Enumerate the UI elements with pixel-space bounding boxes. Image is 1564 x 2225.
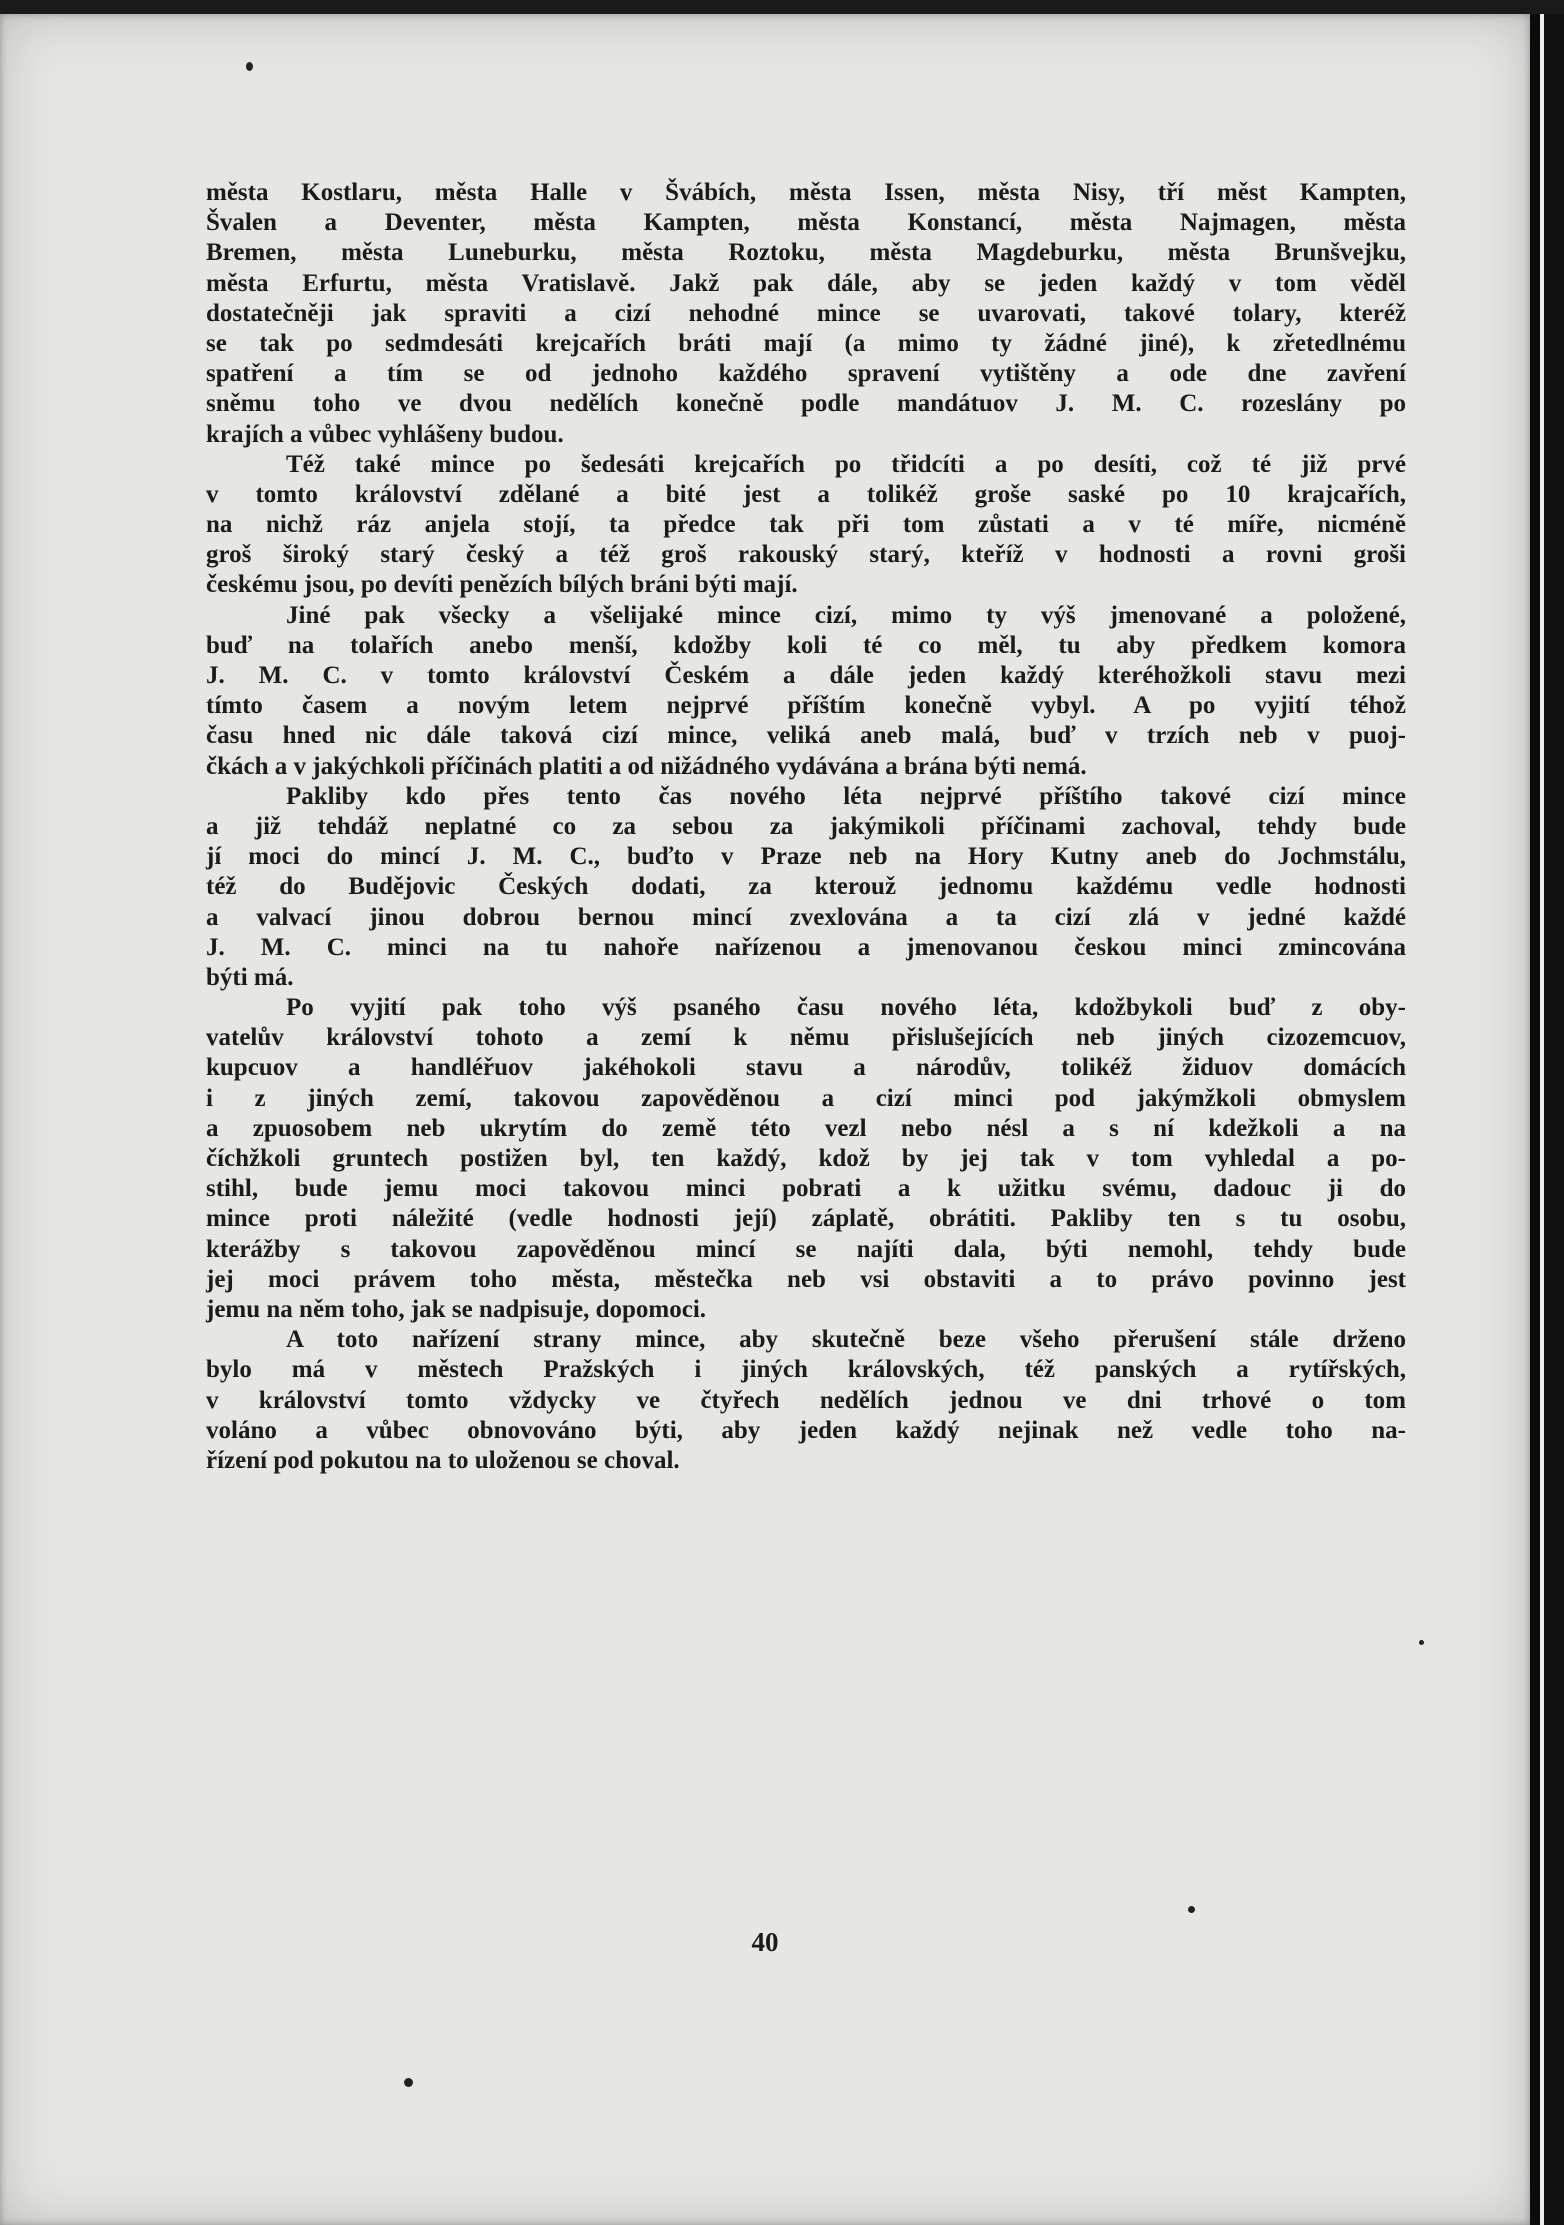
text-line: voláno a vůbec obnovováno býti, aby jeden každý nejinak než vedle toho na- — [206, 1416, 1406, 1444]
paragraph — [206, 450, 1406, 601]
text-line: a již tehdáž neplatné co za sebou za jakýmikoli příčinami zachoval, tehdy bude — [206, 812, 1406, 840]
text-line: krajích a vůbec vyhlášeny budou. — [206, 420, 564, 448]
text-line: jemu na něm toho, jak se nadpisuje, dopomoci. — [206, 1295, 707, 1323]
text-line: stihl, bude jemu moci takovou minci pobrati a k užitku svému, dadouc ji do — [206, 1175, 1406, 1203]
text-line: Jiné pak všecky a všelijaké mince cizí, mimo ty výš jmenované a položené, — [286, 601, 1406, 629]
text-line: Též také mince po šedesáti krejcařích po třidcíti a po desíti, což té již prvé — [286, 450, 1406, 478]
text-line: dostatečněji jak spraviti a cizí nehodné mince se uvarovati, takové tolary, kteréž — [206, 299, 1406, 327]
text-line: kterážby s takovou zapověděnou mincí se najíti dala, býti nemohl, tehdy bude — [206, 1235, 1406, 1263]
text-line: Bremen, města Luneburku, města Roztoku, města Magdeburku, města Brunšvejku, — [206, 239, 1406, 267]
text-line: jí moci do mincí J. M. C., buďto v Praze neb na Hory Kutny aneb do Jochmstálu, — [206, 843, 1406, 871]
text-line: bylo má v městech Pražských i jiných královských, též panských a rytířských, — [206, 1356, 1406, 1384]
text-line: kupcuov a handléřuov jakéhokoli stavu a národův, tolikéž židuov domácích — [206, 1054, 1406, 1082]
text-line: J. M. C. minci na tu nahoře nařízenou a jmenovanou českou minci zmincována — [206, 933, 1406, 961]
text-line: Pakliby kdo přes tento čas nového léta nejprvé příštího takové cizí mince — [286, 782, 1406, 810]
text-line: groš široký starý český a též groš rakouský starý, kteříž v hodnosti a rovni groši — [206, 541, 1406, 569]
paragraph — [206, 178, 1406, 450]
text-line: města Erfurtu, města Vratislavě. Jakž pak dále, aby se jeden každý v tom věděl — [206, 269, 1406, 297]
text-line: českému jsou, po devíti penězích bílých bráni býti mají. — [206, 571, 798, 599]
scan-speck — [246, 62, 253, 71]
paragraph — [206, 601, 1406, 782]
scan-speck — [404, 2078, 413, 2087]
text-line: buď na tolařích anebo menší, kdožby koli té co měl, tu aby předkem komora — [206, 631, 1406, 659]
text-line: jej moci právem toho města, městečka neb vsi obstaviti a to právo povinno jest — [206, 1265, 1406, 1293]
text-line: a valvací jinou dobrou bernou mincí zvexlována a ta cizí zlá v jedné každé — [206, 903, 1406, 931]
text-line: býti má. — [206, 963, 294, 991]
text-line: Švalen a Deventer, města Kampten, města Konstancí, města Najmagen, města — [206, 209, 1406, 237]
paragraph — [206, 782, 1406, 993]
body-text — [206, 178, 1406, 1476]
text-line: na nichž ráz anjela stojí, ta předce tak při tom zůstati a v té míře, nicméně — [206, 511, 1406, 539]
text-line: Po vyjití pak toho výš psaného času nového léta, kdožbykoli buď z oby- — [286, 994, 1406, 1022]
paragraph — [206, 993, 1406, 1325]
text-line: tímto časem a novým letem nejprvé příštím konečně vybyl. A po vyjití téhož — [206, 692, 1406, 720]
scan-speck — [1419, 1640, 1424, 1645]
text-line: i z jiných zemí, takovou zapověděnou a cizí minci pod jakýmžkoli obmyslem — [206, 1084, 1406, 1112]
page-edge-shadow — [1530, 14, 1564, 2225]
text-line: číchžkoli gruntech postižen byl, ten každý, kdož by jej tak v tom vyhledal a po- — [206, 1145, 1406, 1172]
text-line: též do Budějovic Českých dodati, za kterouž jednomu každému vedle hodnosti — [206, 873, 1406, 901]
text-line: J. M. C. v tomto království Českém a dále jeden každý kteréhožkoli stavu mezi — [206, 662, 1406, 689]
text-line: v království tomto vždycky ve čtyřech nedělích jednou ve dni trhové o tom — [206, 1386, 1406, 1414]
text-line: města Kostlaru, města Halle v Švábích, města Issen, města Nisy, tří měst Kampten, — [206, 179, 1406, 206]
text-line: spatření a tím se od jednoho každého spravení vytištěny a ode dne zavření — [206, 360, 1406, 388]
text-line: čkách a v jakýchkoli příčinách platiti a od nižádného vydávána a brána býti nemá. — [206, 752, 1087, 780]
text-line: se tak po sedmdesáti krejcařích bráti mají (a mimo ty žádné jiné), k zřetedlnému — [206, 329, 1406, 357]
text-line: vatelův království tohoto a zemí k němu přislušejících neb jiných cizozemcuov, — [206, 1024, 1406, 1052]
page-number: 40 — [751, 1927, 779, 1957]
text-line: mince proti náležité (vedle hodnosti její) záplatě, obrátiti. Pakliby ten s tu osobu, — [206, 1205, 1406, 1233]
paragraph — [206, 1325, 1406, 1476]
scan-speck — [1188, 1906, 1195, 1913]
text-line: v tomto království zdělané a bité jest a tolikéž groše saské po 10 krajcařích, — [206, 480, 1406, 508]
text-line: sněmu toho ve dvou nedělích konečně podle mandátuov J. M. C. rozeslány po — [206, 390, 1406, 418]
text-line: řízení pod pokutou na to uloženou se choval. — [206, 1446, 680, 1474]
text-line: a zpuosobem neb ukrytím do země této vezl nebo nésl a s ní kdežkoli a na — [206, 1114, 1406, 1142]
text-line: A toto nařízení strany mince, aby skutečně beze všeho přerušení stále drženo — [286, 1326, 1406, 1354]
text-line: času hned nic dále taková cizí mince, veliká aneb malá, buď v trzích neb v puoj- — [206, 722, 1406, 750]
